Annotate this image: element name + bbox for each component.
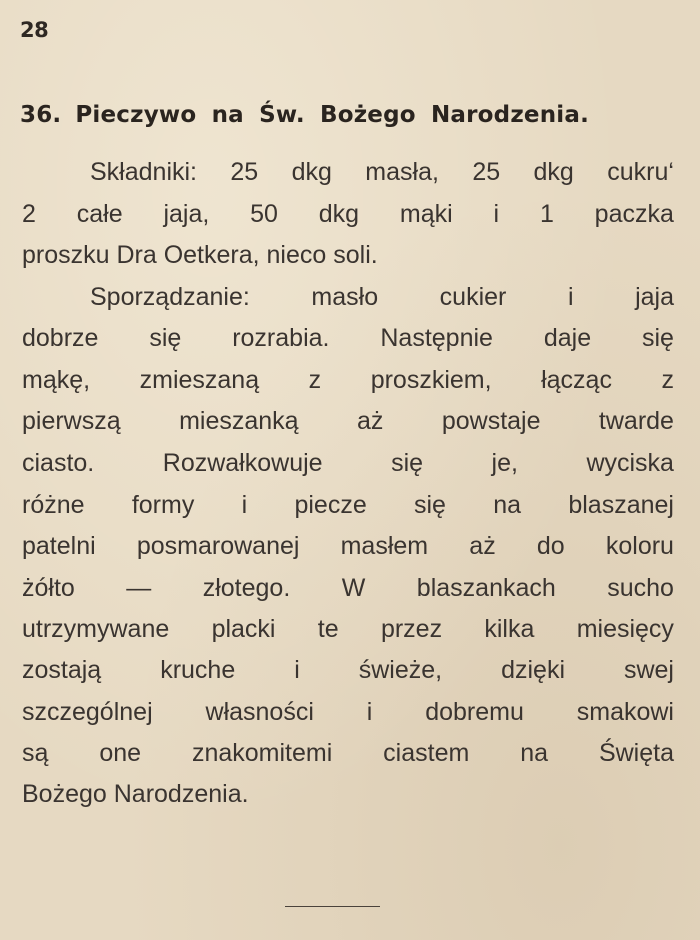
word: dkg [533, 158, 574, 186]
word: jaja, [163, 200, 210, 228]
word: aż [357, 407, 384, 435]
word: są [22, 739, 49, 767]
word: i [366, 698, 373, 726]
word: i [567, 283, 574, 311]
word: dobremu [425, 698, 524, 726]
text-line [22, 615, 674, 644]
word: i [493, 200, 500, 228]
word: świeże, [358, 656, 443, 684]
text-line [22, 324, 674, 353]
word: do [536, 532, 565, 560]
word: dzięki [501, 656, 565, 684]
word: Święta [598, 739, 674, 767]
word: te [317, 615, 339, 643]
word: cukier [439, 283, 507, 311]
word: masła, [365, 158, 439, 186]
word: formy [131, 491, 195, 519]
word: żółto [22, 574, 75, 602]
word: proszkiem, [370, 366, 492, 394]
text-line [22, 491, 674, 520]
word: W [341, 574, 366, 602]
recipe-title-text: Pieczywo na Św. Bożego Narodzenia. [75, 102, 590, 128]
word: mąkę, [22, 366, 91, 394]
word: masłem [340, 532, 429, 560]
word: cukru‘ [607, 158, 674, 186]
word: się [391, 449, 424, 477]
word: Następnie [380, 324, 493, 352]
word: pierwszą [22, 407, 121, 435]
word: posmarowanej [136, 532, 300, 560]
word: całe [76, 200, 123, 228]
word: Składniki: [90, 158, 197, 186]
word: się [641, 324, 674, 352]
word: daje [543, 324, 592, 352]
text-line [22, 200, 674, 229]
word: smakowi [576, 698, 674, 726]
word: zmieszaną [139, 366, 260, 394]
text-line [22, 366, 674, 395]
word: różne [22, 491, 85, 519]
word: ciastem [383, 739, 470, 767]
word: na [520, 739, 549, 767]
word: z [661, 366, 674, 394]
text-line: Bożego Narodzenia. [22, 780, 249, 808]
word: 25 [472, 158, 501, 186]
word: twarde [598, 407, 674, 435]
word: łącząc [541, 366, 612, 394]
word: znakomitemi [191, 739, 333, 767]
text-line [22, 656, 674, 685]
word: rozrabia. [232, 324, 330, 352]
word: szczególnej [22, 698, 153, 726]
word: dkg [318, 200, 360, 228]
word: aż [469, 532, 496, 560]
word: z [308, 366, 322, 394]
text-line [22, 407, 674, 436]
word: 1 [539, 200, 554, 228]
word: jaja [635, 283, 674, 311]
text-line [22, 449, 674, 478]
recipe-number: 36. [20, 102, 62, 128]
word: blaszankach [416, 574, 556, 602]
word: mąki [399, 200, 453, 228]
word: własności [205, 698, 314, 726]
word: blaszanej [568, 491, 674, 519]
recipe-title [20, 102, 680, 128]
word: się [149, 324, 182, 352]
page-number: 28 [20, 18, 49, 42]
word: się [414, 491, 446, 519]
word: złotego. [202, 574, 291, 602]
word: przez [380, 615, 443, 643]
word: Sporządzanie: [90, 283, 250, 311]
word: masło [311, 283, 379, 311]
text-line [22, 283, 674, 312]
word: — [126, 574, 152, 602]
word: 50 [250, 200, 278, 228]
word: 2 [22, 200, 36, 228]
word: i [294, 656, 300, 684]
word: utrzymywane [22, 615, 170, 643]
word: na [493, 491, 522, 519]
word: koloru [605, 532, 674, 560]
word: kilka [484, 615, 535, 643]
text-line: proszku Dra Oetkera, nieco soli. [22, 241, 378, 269]
text-line [22, 574, 674, 603]
word: dobrze [22, 324, 99, 352]
word: powstaje [441, 407, 541, 435]
text-line [22, 698, 674, 727]
word: placki [211, 615, 276, 643]
word: je, [491, 449, 518, 477]
word: paczka [594, 200, 674, 228]
word: piecze [294, 491, 367, 519]
text-line [22, 739, 674, 768]
word: wyciska [586, 449, 674, 477]
word: i [241, 491, 248, 519]
bottom-rule [285, 906, 380, 907]
word: kruche [160, 656, 236, 684]
text-line [22, 532, 674, 561]
word: ciasto. [22, 449, 95, 477]
word: mieszanką [179, 407, 299, 435]
text-line [22, 158, 674, 187]
word: sucho [607, 574, 674, 602]
word: dkg [291, 158, 332, 186]
word: one [99, 739, 142, 767]
word: Rozwałkowuje [162, 449, 323, 477]
word: 25 [230, 158, 259, 186]
word: zostają [22, 656, 102, 684]
word: swej [623, 656, 674, 684]
word: miesięcy [576, 615, 674, 643]
word: patelni [22, 532, 96, 560]
